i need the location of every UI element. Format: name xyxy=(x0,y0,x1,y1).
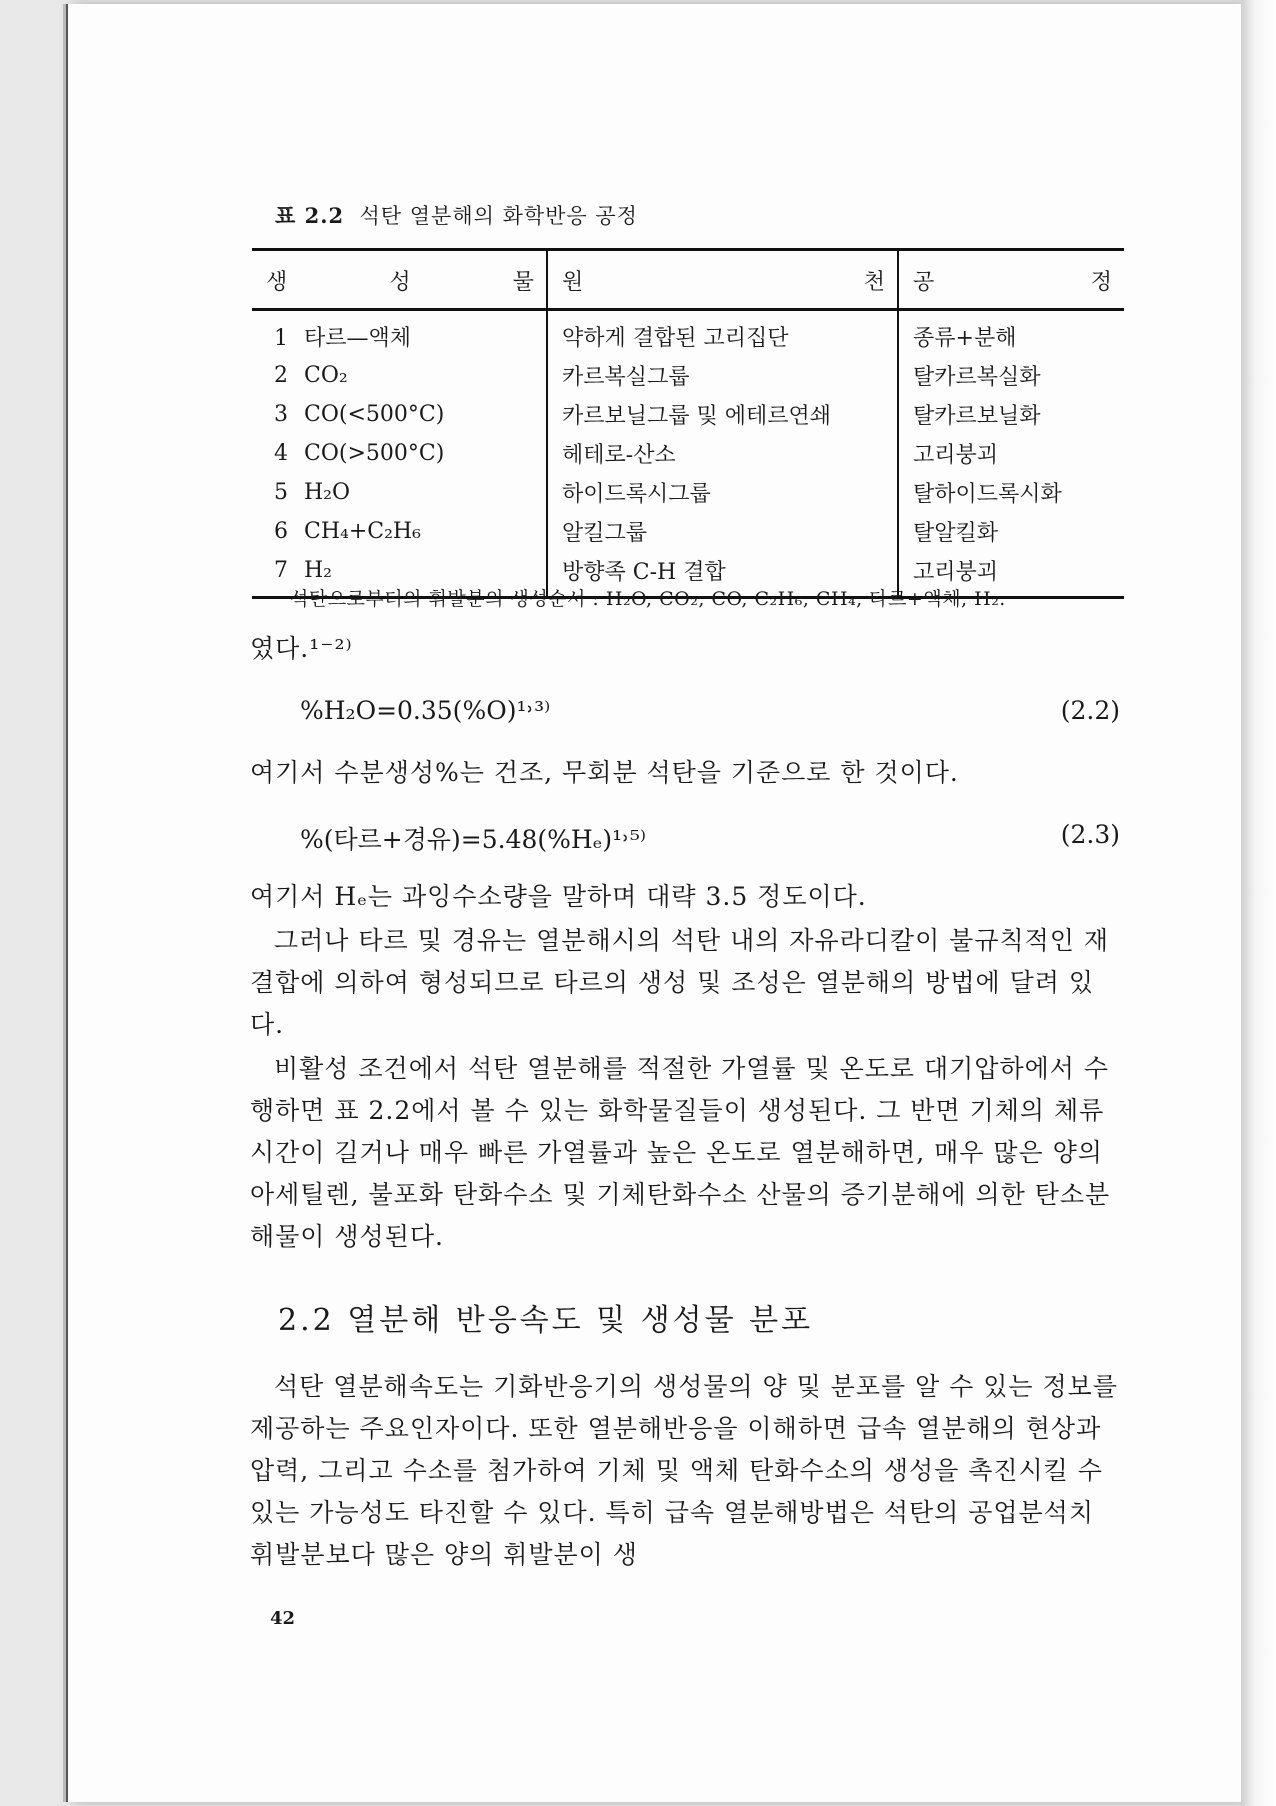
section-heading: 2.2 열분해 반응속도 및 생성물 분포 xyxy=(278,1303,814,1338)
table-number: 표 2.2 xyxy=(275,203,345,228)
table-row xyxy=(252,310,1124,358)
page-number: 42 xyxy=(270,1608,296,1629)
page-edge xyxy=(1241,0,1276,1806)
equation-expression: %(타르+경유)=5.48(%Hₑ)¹˒⁵⁾ xyxy=(300,825,647,854)
table-row xyxy=(252,513,1124,552)
row-product: H₂O xyxy=(304,480,351,505)
row-process: 종류+분해 xyxy=(913,326,1017,351)
row-number: 5 xyxy=(274,480,288,505)
row-product: CO(>500°C) xyxy=(304,441,445,466)
row-source: 하이드록시그룹 xyxy=(547,474,898,513)
paragraph: 석탄 열분해속도는 기화반응기의 생성물의 양 및 분포를 알 수 있는 정보를 제공하는 주요인자이다. 또한 열분해반응을 이해하면 급속 열분해의 현상과 압력, 그리고 수소를 첨가하여 기체 및 액체 탄화수소의 생성을 촉진시킬 수 있는 가능성도 타진할 수 있다. 특히 급속 열분해방법은 석탄의 공업분석치 휘발분보다 많은 양의 휘발분이 생 xyxy=(250,1372,1118,1569)
paragraph: 그러나 타르 및 경유는 열분해시의 석탄 내의 자유라디칼이 불규칙적인 재결합에 의하여 형성되므로 타르의 생성 및 조성은 열분해의 방법에 달려 있다. xyxy=(250,926,1110,1039)
table-footnote: 석탄으로부터의 휘발분의 생성순서 : H₂O, CO₂, CO, C₂H₆, CH₄, 타르+액체, H₂. xyxy=(290,588,1006,610)
row-number: 4 xyxy=(274,441,288,466)
table-row xyxy=(252,474,1124,513)
table-row xyxy=(252,396,1124,435)
row-source: 알킬그룹 xyxy=(547,513,898,552)
paragraph: 여기서 수분생성%는 건조, 무회분 석탄을 기준으로 한 것이다. xyxy=(250,758,959,787)
row-number: 6 xyxy=(274,519,288,544)
header-product: 생 성 물 xyxy=(252,250,547,310)
row-process: 고리붕괴 xyxy=(913,560,999,585)
row-number: 3 xyxy=(274,402,288,427)
continued-line: 였다.¹⁻²⁾ xyxy=(250,634,353,663)
row-source: 카르보닐그룹 및 에테르연쇄 xyxy=(547,396,898,435)
row-product: CO₂ xyxy=(304,363,348,388)
table-header-row xyxy=(252,250,1124,310)
reaction-table xyxy=(252,248,1124,599)
equation-number: (2.2) xyxy=(1060,696,1120,725)
equation-expression: %H₂O=0.35(%O)¹˒³⁾ xyxy=(300,696,551,725)
row-process: 고리붕괴 xyxy=(913,443,999,468)
row-process: 탈하이드록시화 xyxy=(913,482,1062,507)
table-row xyxy=(252,435,1124,474)
header-process: 공 정 xyxy=(898,250,1124,310)
row-process: 탈알킬화 xyxy=(913,521,999,546)
row-product: CO(<500°C) xyxy=(304,402,445,427)
paragraph: 비활성 조건에서 석탄 열분해를 적절한 가열률 및 온도로 대기압하에서 수행하면 표 2.2에서 볼 수 있는 화학물질들이 생성된다. 그 반면 기체의 체류시간이 길거나 매우 빠른 가열률과 높은 온도로 열분해하면, 매우 많은 양의 아세틸렌, 불포화 탄화수소 및 기체탄화수소 산물의 증기분해에 의한 탄소분해물이 생성된다. xyxy=(250,1054,1111,1251)
table-caption xyxy=(275,200,638,230)
table-title: 석탄 열분해의 화학반응 공정 xyxy=(359,204,638,228)
row-product: H₂ xyxy=(304,558,333,583)
row-number: 2 xyxy=(274,363,288,388)
row-number: 1 xyxy=(274,326,288,351)
paragraph: 여기서 Hₑ는 과잉수소량을 말하며 대략 3.5 정도이다. xyxy=(250,882,867,911)
table-row xyxy=(252,357,1124,396)
row-number: 7 xyxy=(274,558,288,583)
row-source: 헤테로-산소 xyxy=(547,435,898,474)
row-product: CH₄+C₂H₆ xyxy=(304,519,421,544)
row-source: 카르복실그룹 xyxy=(547,357,898,396)
row-process: 탈카르복실화 xyxy=(913,365,1041,390)
row-source: 약하게 결합된 고리집단 xyxy=(547,310,898,358)
row-process: 탈카르보닐화 xyxy=(913,404,1041,429)
row-source: 방향족 C-H 결합 xyxy=(547,552,898,598)
header-source: 원 천 xyxy=(547,250,898,310)
row-product: 타르—액체 xyxy=(304,326,412,351)
equation-number: (2.3) xyxy=(1060,820,1120,849)
